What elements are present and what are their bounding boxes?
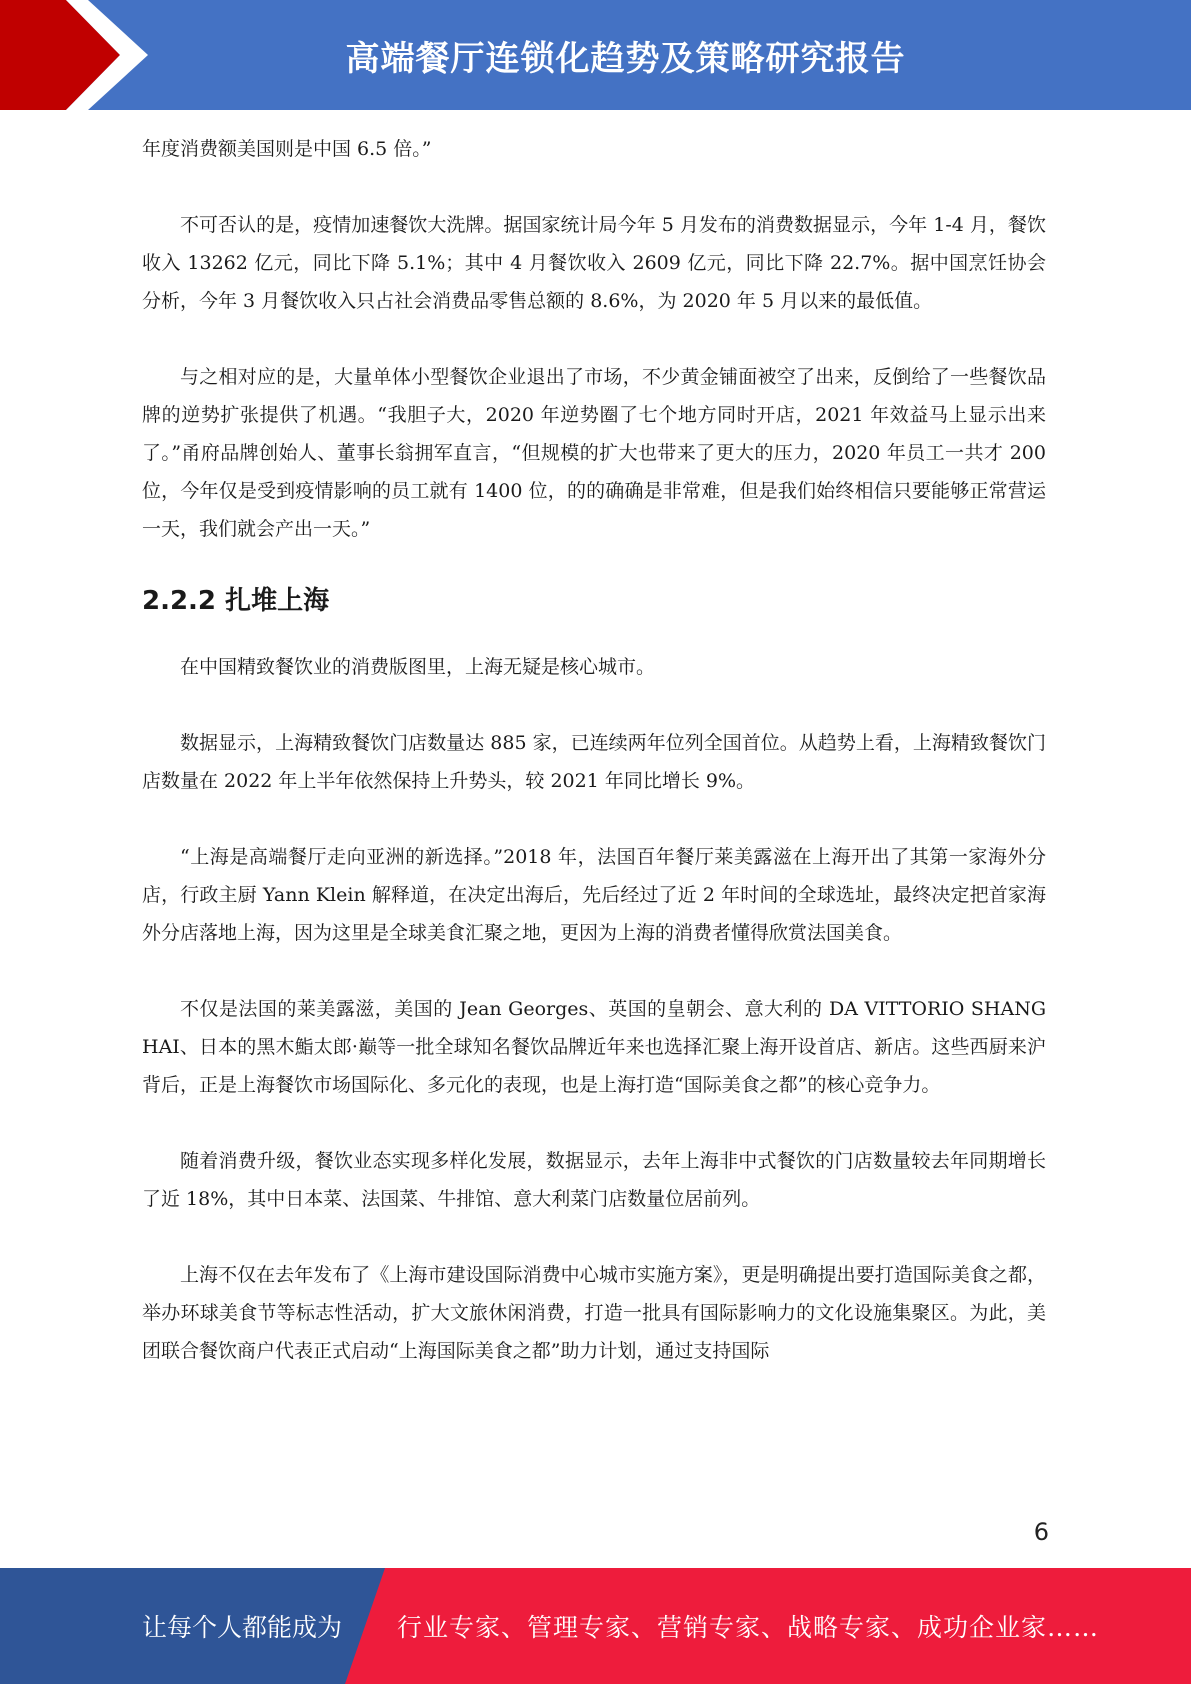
footer-slogan-right: 行业专家、管理专家、营销专家、战略专家、成功企业家…… bbox=[397, 1613, 1100, 1642]
paragraph: 年度消费额美国则是中国 6.5 倍。” bbox=[142, 138, 432, 160]
page-footer bbox=[0, 1568, 1191, 1684]
header-arrow-decoration bbox=[0, 0, 170, 110]
paragraph: 上海不仅在去年发布了《上海市建设国际消费中心城市实施方案》，更是明确提出要打造国际美食之都，举办环球美食节等标志性活动，扩大文旅休闲消费，打造一批具有国际影响力的文化设施集聚区。为此，美团联合餐饮商户代表正式启动“上海国际美食之都”助力计划，通过支持国际 bbox=[142, 1264, 1046, 1362]
paragraph: 不仅是法国的莱美露滋，美国的 Jean Georges、英国的皇朝会、意大利的 DA VITTORIO SHANGHAI、日本的黑木鮨太郎·巅等一批全球知名餐饮品牌近年来也选择汇聚上海开设首店、新店。这些西厨来沪背后，正是上海餐饮市场国际化、多元化的表现，也是上海打造“国际美食之都”的核心竞争力。 bbox=[142, 998, 1046, 1096]
paragraph: 在中国精致餐饮业的消费版图里，上海无疑是核心城市。 bbox=[180, 656, 656, 678]
paragraph: 不可否认的是，疫情加速餐饮大洗牌。据国家统计局今年 5 月发布的消费数据显示，今年 1-4 月，餐饮收入 13262 亿元，同比下降 5.1%；其中 4 月餐饮收入 2609 亿元，同比下降 22.7%。据中国烹饪协会分析，今年 3 月餐饮收入只占社会消费品零售总额的 8.6%，为 2020 年 5 月以来的最低值。 bbox=[142, 214, 1046, 312]
paragraph: 数据显示，上海精致餐饮门店数量达 885 家，已连续两年位列全国首位。从趋势上看，上海精致餐饮门店数量在 2022 年上半年依然保持上升势头，较 2021 年同比增长 9%。 bbox=[142, 732, 1046, 792]
report-title: 高端餐厅连锁化趋势及策略研究报告 bbox=[345, 38, 906, 79]
page-header bbox=[0, 0, 1191, 110]
paragraph: 与之相对应的是，大量单体小型餐饮企业退出了市场，不少黄金铺面被空了出来，反倒给了一些餐饮品牌的逆势扩张提供了机遇。“我胆子大，2020 年逆势圈了七个地方同时开店，2021 年效益马上显示出来了。”甬府品牌创始人、董事长翁拥军直言，“但规模的扩大也带来了更大的压力，2020 年员工一共才 200 位，今年仅是受到疫情影响的员工就有 1400 位，的的确确是非常难，但是我们始终相信只要能够正常营运一天，我们就会产出一天。” bbox=[142, 366, 1046, 540]
section-heading: 2.2.2 扎堆上海 bbox=[142, 586, 330, 616]
page-content bbox=[142, 130, 1046, 1370]
paragraph: 随着消费升级，餐饮业态实现多样化发展，数据显示，去年上海非中式餐饮的门店数量较去年同期增长了近 18%，其中日本菜、法国菜、牛排馆、意大利菜门店数量位居前列。 bbox=[142, 1150, 1046, 1210]
page-number: 6 bbox=[1033, 1518, 1049, 1546]
paragraph: “上海是高端餐厅走向亚洲的新选择。”2018 年，法国百年餐厅莱美露滋在上海开出了其第一家海外分店，行政主厨 Yann Klein 解释道，在决定出海后，先后经过了近 2 年时间的全球选址，最终决定把首家海外分店落地上海，因为这里是全球美食汇聚之地，更因为上海的消费者懂得欣赏法国美食。 bbox=[142, 846, 1046, 944]
footer-slogan-left: 让每个人都能成为 bbox=[142, 1613, 343, 1642]
